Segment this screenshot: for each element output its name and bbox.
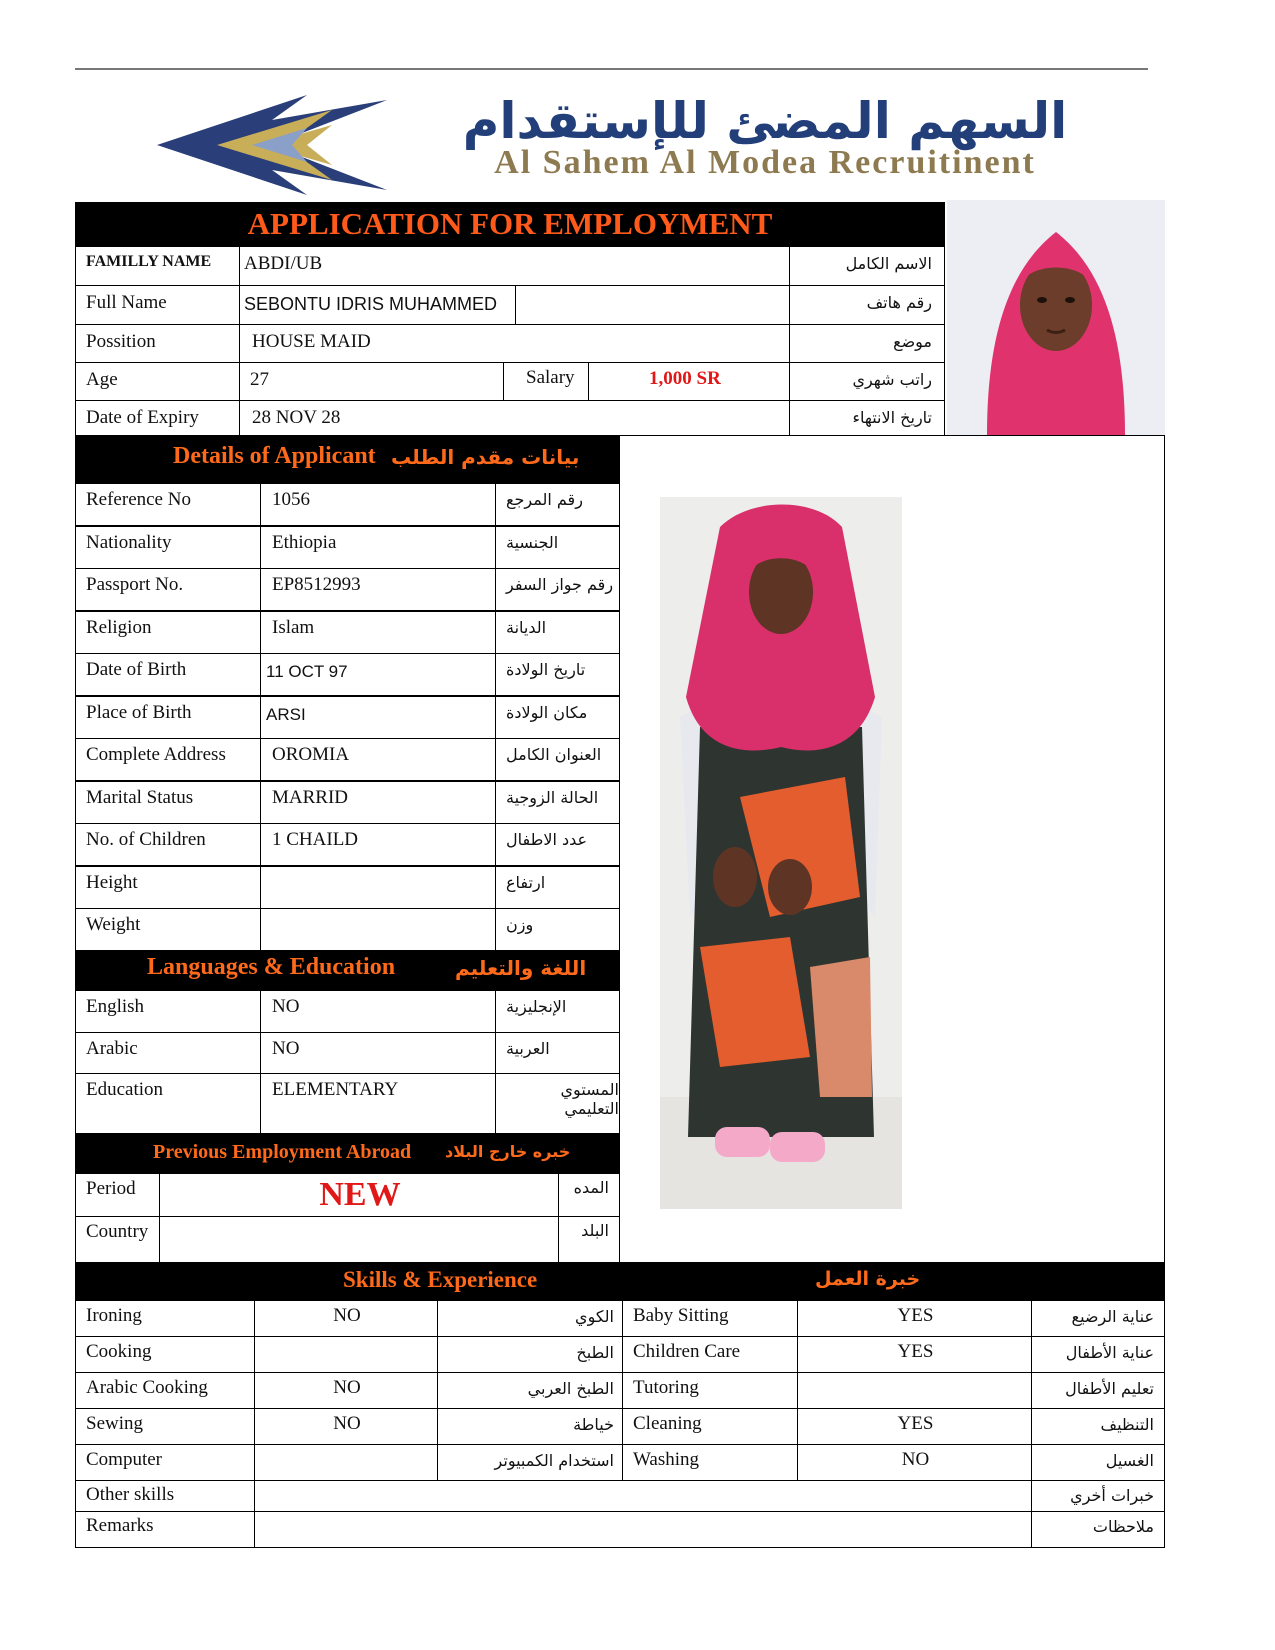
remarks-label-ar: ملاحظات [1092, 1517, 1154, 1536]
other-skills-value-cell [254, 1480, 1032, 1512]
skill-label-cell [75, 1444, 255, 1481]
details-label: Complete Address [86, 744, 226, 765]
applicant-full-body-photo [660, 497, 902, 1209]
other-skills-label-ar: خبرات أخري [1070, 1486, 1154, 1505]
skill-value-cell [797, 1372, 1032, 1409]
details-ar-cell [495, 866, 620, 909]
skill-value: YES [897, 1413, 934, 1434]
skill-label-cell [75, 1300, 255, 1337]
application-title: APPLICATION FOR EMPLOYMENT [75, 202, 945, 246]
app-field-value: HOUSE MAID [252, 331, 371, 352]
details-ar-cell [495, 568, 620, 611]
skill-value: YES [897, 1305, 934, 1326]
details-label-cell [75, 866, 261, 909]
details-ar-cell [495, 781, 620, 824]
language-value: NO [272, 1038, 300, 1059]
details-value-cell [260, 908, 496, 951]
details-value: OROMIA [272, 744, 350, 765]
country-label-ar: البلد [581, 1221, 609, 1240]
company-name-english: Al Sahem Al Modea Recruitinent [494, 144, 1036, 181]
details-value-cell [260, 653, 496, 696]
app-field-label-ar: راتب شهري [852, 370, 932, 389]
skill-ar-cell [437, 1336, 623, 1373]
skill-value-cell [797, 1444, 1032, 1481]
remarks-label-cell [75, 1511, 255, 1548]
skill-value-cell [797, 1408, 1032, 1445]
skill-label-cell [75, 1372, 255, 1409]
language-label-cell [75, 990, 261, 1033]
details-ar-cell [495, 696, 620, 739]
details-label-ar: الديانة [506, 618, 547, 637]
app-field-label: Possition [86, 331, 156, 352]
details-label-ar: تاريخ الولادة [506, 660, 586, 679]
skill-ar-cell [437, 1408, 623, 1445]
arrow-logo-icon [157, 90, 387, 200]
skill-ar-cell [1031, 1444, 1165, 1481]
app-value-cell [239, 246, 790, 286]
app-field-value: ABDI/UB [244, 253, 323, 274]
country-value-cell [159, 1216, 559, 1263]
skill-label-cell [75, 1408, 255, 1445]
details-value-cell [260, 696, 496, 739]
details-label: Nationality [86, 532, 172, 553]
salary-value: 1,000 SR [649, 368, 721, 389]
language-ar-cell [495, 1073, 620, 1134]
skill-value: NO [901, 1449, 930, 1470]
skill-label: Computer [86, 1449, 162, 1470]
skill-ar-cell [437, 1372, 623, 1409]
skill-value-cell [797, 1336, 1032, 1373]
skill-value-cell [254, 1336, 438, 1373]
details-label: Place of Birth [86, 702, 192, 723]
details-label-cell [75, 781, 261, 824]
details-label-ar: وزن [506, 915, 534, 934]
details-value: 1 CHAILD [272, 829, 359, 850]
skill-label-cell [622, 1372, 798, 1409]
details-ar-cell [495, 483, 620, 526]
language-label-ar: العربية [506, 1039, 550, 1058]
language-label-cell [75, 1073, 261, 1134]
salary-value-cell [588, 362, 790, 401]
details-label-ar: رقم جواز السفر [506, 575, 614, 594]
skill-label: Cooking [86, 1341, 152, 1362]
language-value-cell [260, 1073, 496, 1134]
app-value-cell [239, 324, 790, 363]
language-label: English [86, 996, 145, 1017]
skill-label-ar: استخدام الكمبيوتر [494, 1451, 614, 1470]
details-value-cell [260, 611, 496, 654]
details-value: 11 OCT 97 [266, 662, 348, 681]
skills-title-ar: خبرة العمل [815, 1268, 921, 1290]
period-value: NEW [319, 1176, 401, 1213]
period-value-cell [159, 1173, 559, 1217]
remarks-label: Remarks [86, 1515, 154, 1536]
skill-value-cell [254, 1372, 438, 1409]
skill-value: NO [333, 1413, 361, 1434]
details-value-cell [260, 738, 496, 781]
app-label-cell [75, 246, 240, 286]
skill-label-ar: عناية الأطفال [1065, 1343, 1154, 1362]
previous-title-en: Previous Employment Abroad [153, 1141, 412, 1163]
details-label-ar: عدد الاطفال [506, 830, 588, 849]
skill-label-ar: التنظيف [1100, 1415, 1154, 1434]
skill-value: YES [897, 1341, 934, 1362]
app-field-label-ar: موضع [893, 332, 932, 351]
details-ar-cell [495, 526, 620, 569]
app-label-cell [75, 362, 240, 401]
details-label-cell [75, 738, 261, 781]
skill-label-cell [622, 1300, 798, 1337]
details-ar-cell [495, 653, 620, 696]
details-label: Weight [86, 914, 141, 935]
app-ar-cell [789, 246, 945, 286]
details-label: Passport No. [86, 574, 184, 595]
language-label: Arabic [86, 1038, 138, 1059]
divider [75, 68, 1148, 70]
app-field-label-ar: تاريخ الانتهاء [852, 408, 932, 427]
skill-label-cell [622, 1336, 798, 1373]
details-label-cell [75, 696, 261, 739]
details-value: MARRID [272, 787, 349, 808]
age-value: 27 [250, 369, 269, 390]
details-value: EP8512993 [272, 574, 361, 595]
company-name-arabic: السهم المضئ للإستقدام [462, 92, 1068, 150]
details-value-cell [260, 568, 496, 611]
app-label-cell [75, 400, 240, 439]
skill-ar-cell [1031, 1336, 1165, 1373]
details-label-cell [75, 526, 261, 569]
details-label-cell [75, 483, 261, 526]
app-ar-cell [789, 324, 945, 363]
app-field-label-ar: رقم هاتف [866, 293, 932, 312]
app-field-label-ar: الاسم الكامل [845, 254, 932, 273]
skill-label-ar: الطبخ العربي [527, 1379, 614, 1398]
remarks-ar-cell [1031, 1511, 1165, 1548]
details-value: Islam [272, 617, 315, 638]
app-field-label: Date of Expiry [86, 407, 199, 428]
details-section-header [75, 435, 620, 483]
full-body-image [660, 497, 902, 1209]
language-label-cell [75, 1032, 261, 1074]
details-value-cell [260, 781, 496, 824]
app-field-value: 28 NOV 28 [252, 407, 341, 428]
details-ar-cell [495, 908, 620, 951]
previous-title-ar: خبره خارج البلاد [445, 1142, 571, 1161]
details-label: Religion [86, 617, 152, 638]
app-ar-cell [789, 400, 945, 439]
details-value-cell [260, 483, 496, 526]
details-label-ar: العنوان الكامل [506, 745, 602, 764]
skill-label: Tutoring [633, 1377, 699, 1398]
language-ar-cell [495, 990, 620, 1033]
skill-value-cell [254, 1300, 438, 1337]
skill-label-cell [622, 1408, 798, 1445]
skill-label-ar: عناية الرضيع [1071, 1307, 1154, 1326]
skill-label: Ironing [86, 1305, 142, 1326]
salary-label: Salary [526, 367, 575, 388]
language-value: ELEMENTARY [272, 1079, 399, 1100]
details-label: Height [86, 872, 138, 893]
period-label: Period [86, 1178, 136, 1199]
skill-label: Cleaning [633, 1413, 702, 1434]
skill-label-cell [622, 1444, 798, 1481]
app-ar-cell [789, 285, 945, 325]
details-label-cell [75, 908, 261, 951]
skill-label: Arabic Cooking [86, 1377, 208, 1398]
languages-title-en: Languages & Education [147, 954, 396, 980]
skill-ar-cell [1031, 1300, 1165, 1337]
portrait-image [947, 200, 1165, 435]
country-ar-cell [558, 1216, 620, 1263]
skill-ar-cell [437, 1444, 623, 1481]
skill-label-ar: تعليم الأطفال [1065, 1379, 1154, 1398]
language-ar-cell [495, 1032, 620, 1074]
company-logo-banner [75, 62, 1148, 202]
app-field-label: FAMILLY NAME [86, 253, 212, 270]
skill-ar-cell [1031, 1372, 1165, 1409]
details-value-cell [260, 823, 496, 866]
details-title-ar: بيانات مقدم الطلب [391, 445, 580, 469]
remarks-value-cell [254, 1511, 1032, 1548]
skill-ar-cell [437, 1300, 623, 1337]
details-label-ar: ارتفاع [506, 873, 546, 892]
language-value-cell [260, 1032, 496, 1074]
details-value: 1056 [272, 489, 310, 510]
details-label: Marital Status [86, 787, 194, 808]
details-value-cell [260, 866, 496, 909]
language-value: NO [272, 996, 300, 1017]
country-label: Country [86, 1221, 149, 1242]
skill-ar-cell [1031, 1408, 1165, 1445]
previous-employment-header [75, 1133, 620, 1173]
skill-label-ar: خياطة [573, 1415, 614, 1434]
details-label-ar: مكان الولادة [506, 703, 588, 722]
details-ar-cell [495, 738, 620, 781]
skill-label-ar: الطبخ [576, 1343, 614, 1362]
app-value-cell [239, 400, 790, 439]
app-field-label: Full Name [86, 292, 167, 313]
app-ar-cell [789, 362, 945, 401]
skill-label-ar: الغسيل [1105, 1451, 1154, 1470]
other-skills-ar-cell [1031, 1480, 1165, 1512]
languages-section-header [75, 950, 620, 990]
details-label-cell [75, 611, 261, 654]
details-value-cell [260, 526, 496, 569]
skill-value: NO [333, 1305, 361, 1326]
skill-value: NO [333, 1377, 361, 1398]
details-ar-cell [495, 823, 620, 866]
details-label-ar: رقم المرجع [506, 490, 583, 509]
details-label-ar: الحالة الزوجية [506, 788, 599, 807]
app-label-cell [75, 324, 240, 363]
period-ar-cell [558, 1173, 620, 1217]
app-blank-cell [515, 285, 790, 325]
language-label-ar: المستوي التعليمي [560, 1080, 619, 1118]
language-value-cell [260, 990, 496, 1033]
skills-section-header [75, 1263, 1165, 1300]
details-label-cell [75, 568, 261, 611]
details-title-en: Details of Applicant [173, 443, 376, 469]
country-label-cell [75, 1216, 160, 1263]
skill-label: Baby Sitting [633, 1305, 729, 1326]
salary-label-cell [503, 362, 589, 401]
skills-title-en: Skills & Experience [343, 1267, 538, 1292]
details-value: ARSI [266, 705, 306, 724]
details-label: Date of Birth [86, 659, 187, 680]
skill-label-ar: الكوي [575, 1307, 614, 1326]
other-skills-label: Other skills [86, 1484, 175, 1505]
age-value-cell [239, 362, 504, 401]
skill-value-cell [254, 1444, 438, 1481]
language-label-ar: الإنجليزية [506, 997, 567, 1016]
skill-value-cell [797, 1300, 1032, 1337]
app-value-cell [239, 285, 516, 325]
app-field-label: Age [86, 369, 118, 390]
skill-label: Sewing [86, 1413, 143, 1434]
full-name-value: SEBONTU IDRIS MUHAMMED [244, 294, 498, 314]
period-label-ar: المده [573, 1178, 609, 1197]
details-label-cell [75, 653, 261, 696]
skill-value-cell [254, 1408, 438, 1445]
period-label-cell [75, 1173, 160, 1217]
applicant-portrait-photo [947, 200, 1165, 435]
language-label: Education [86, 1079, 164, 1100]
skill-label: Children Care [633, 1341, 741, 1362]
details-label-cell [75, 823, 261, 866]
details-label: Reference No [86, 489, 191, 510]
skill-label: Washing [633, 1449, 700, 1470]
skill-label-cell [75, 1336, 255, 1373]
details-label-ar: الجنسية [506, 533, 559, 552]
details-label: No. of Children [86, 829, 206, 850]
other-skills-label-cell [75, 1480, 255, 1512]
languages-title-ar: اللغة والتعليم [455, 956, 587, 980]
details-ar-cell [495, 611, 620, 654]
app-label-cell [75, 285, 240, 325]
details-value: Ethiopia [272, 532, 337, 553]
